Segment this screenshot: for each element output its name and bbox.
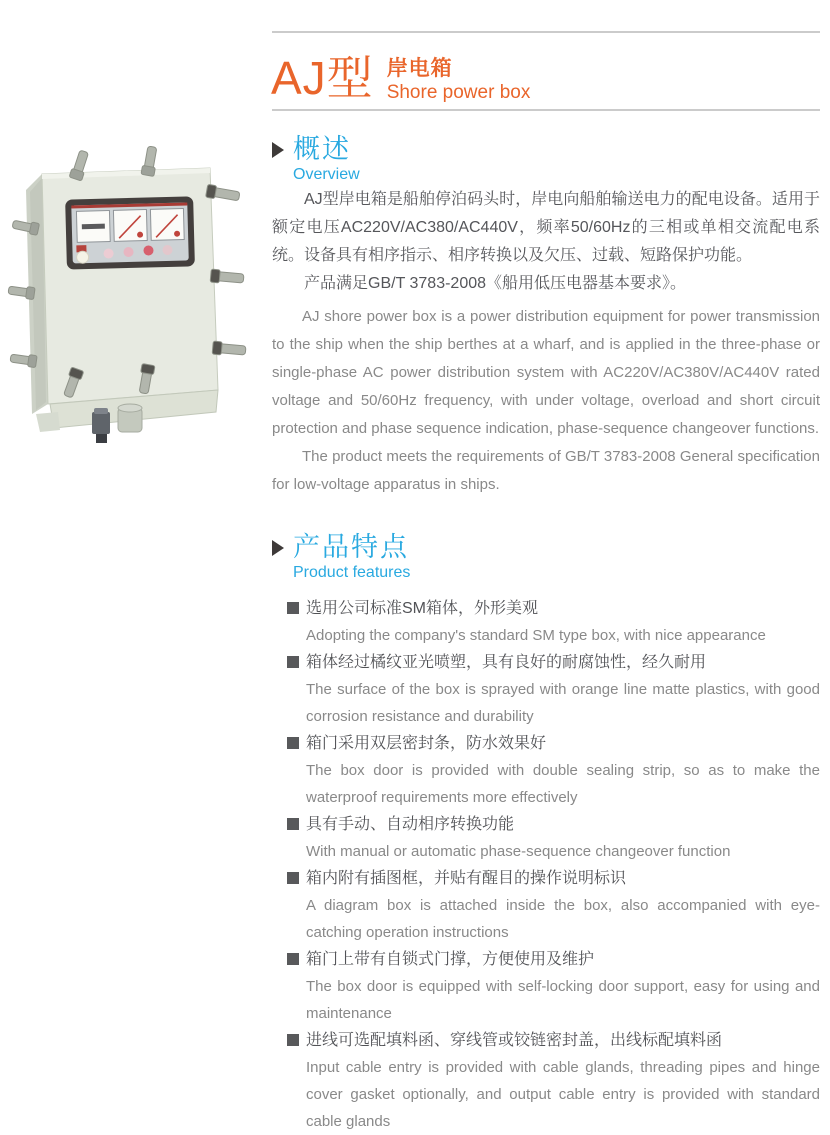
feature-text-cn: 箱内附有插图框，并贴有醒目的操作说明标识 [306,870,627,887]
header-divider-top [272,31,820,33]
feature-text-cn: 进线可选配填料函、穿线管或铰链密封盖，出线标配填料函 [306,1032,723,1049]
shore-power-box-photo [6,146,258,446]
feature-text-cn: 箱体经过橘纹亚光喷塑，具有良好的耐腐蚀性，经久耐用 [306,654,707,671]
overview-paragraphs-cn [272,186,820,298]
product-name [387,53,531,104]
feature-item [287,1027,820,1135]
section-arrow-icon [272,540,284,556]
features-heading-cn: 产品特点 [293,532,409,562]
feature-text-cn: 箱门采用双层密封条，防水效果好 [306,735,547,752]
overview-paragraph-en: AJ shore power box is a power distribution equipment for power transmission to the ship when the ship berthes at a wharf, and is applied in the three-phase or single-phase AC power distribution system with AC220V/AC380V/AC440V rated voltage and 50/60Hz frequency, with under voltage, overload and short circuit protection and phase sequence indication, phase-sequence changeover functions. [272,308,820,437]
features-list [287,595,820,1135]
feature-text-cn: 选用公司标准SM箱体，外形美观 [306,600,539,617]
feature-bullet-icon [287,602,299,614]
features-section-heading [272,532,410,583]
model-code: AJ型 [271,52,374,104]
header-divider-bottom [272,109,820,111]
features-heading-en: Product features [293,564,411,581]
feature-text-en: The box door is provided with double sealing strip, so as to make the waterproof requirements more effectively [306,762,820,806]
feature-item [287,946,820,1027]
feature-text-en: The surface of the box is sprayed with orange line matte plastics, with good corrosion resistance and durability [306,681,820,725]
overview-section-heading [272,134,360,185]
section-arrow-icon [272,142,284,158]
feature-bullet-icon [287,737,299,749]
feature-item [287,865,820,946]
page-title [271,53,530,104]
feature-item [287,730,820,811]
feature-text-cn: 箱门上带有自锁式门撑，方便使用及维护 [306,951,595,968]
feature-text-en: With manual or automatic phase-sequence changeover function [306,843,731,860]
feature-text-en: A diagram box is attached inside the box, also accompanied with eye-catching operation instructions [306,897,820,941]
feature-bullet-icon [287,818,299,830]
feature-text-cn: 具有手动、自动相序转换功能 [306,816,515,833]
meter-window [65,196,195,269]
overview-heading-cn: 概述 [293,134,351,164]
feature-text-en: Input cable entry is provided with cable glands, threading pipes and hinge cover gasket optionally, and output cable entry is provided with standard cable glands [306,1059,820,1130]
feature-bullet-icon [287,953,299,965]
feature-bullet-icon [287,872,299,884]
feature-bullet-icon [287,656,299,668]
feature-text-en: The box door is equipped with self-locking door support, easy for using and maintenance [306,978,820,1022]
feature-item [287,811,820,865]
product-name-en: Shore power box [386,82,531,103]
feature-item [287,649,820,730]
feature-bullet-icon [287,1034,299,1046]
overview-heading-en: Overview [293,166,360,183]
feature-text-en: Adopting the company's standard SM type box, with nice appearance [306,627,766,644]
overview-paragraphs-en [272,303,820,499]
overview-paragraph-en: The product meets the requirements of GB/T 3783-2008 General specification for low-voltage apparatus in ships. [272,448,820,493]
product-name-cn: 岸电箱 [386,57,453,80]
overview-paragraph-cn: 产品满足GB/T 3783-2008《船用低压电器基本要求》。 [304,275,687,292]
overview-paragraph-cn: AJ型岸电箱是船舶停泊码头时，岸电向船舶输送电力的配电设备。适用于额定电压AC220V/AC380/AC440V，频率50/60Hz的三相或单相交流配电系统。设备具有相序指示、相序转换以及欠压、过载、短路保护功能。 [272,191,820,264]
feature-item [287,595,820,649]
